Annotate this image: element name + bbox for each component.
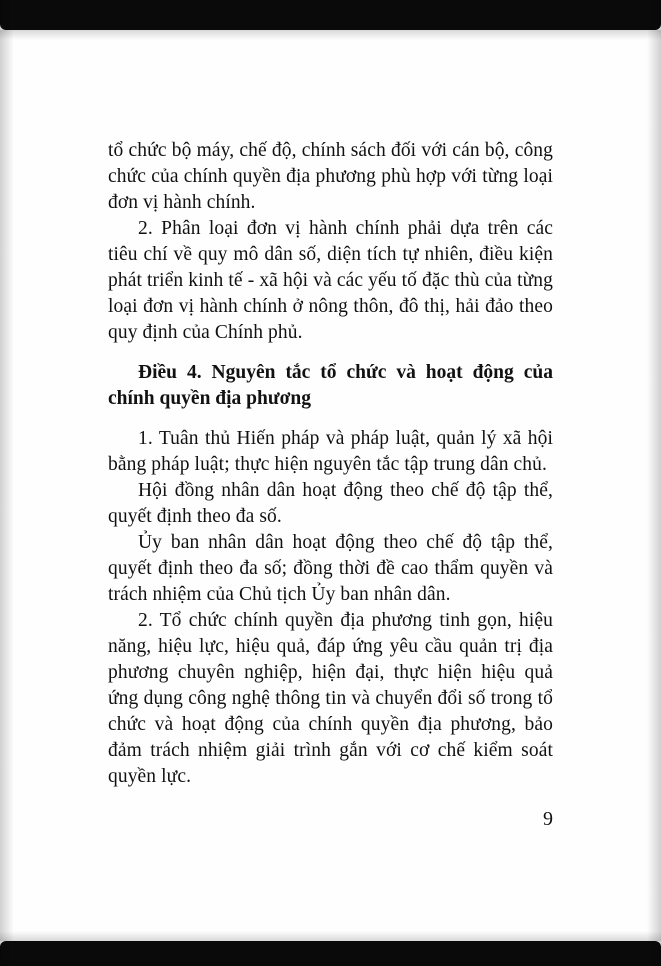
scan-edge-top [0, 0, 661, 30]
page-body-text [108, 30, 553, 832]
body-paragraph-principle-2: 2. Tổ chức chính quyền địa phương tinh gọn, hiệu năng, hiệu lực, hiệu quả, đáp ứng yêu cầu quản trị địa phương chuyên nghiệp, hiện đại, thực hiện hiệu quả ứng dụng công nghệ thông tin và chuyển đổi số trong tổ chức và hoạt động của chính quyền địa phương, bảo đảm trách nhiệm giải trình gắn với cơ chế kiểm soát quyền lực. [108, 610, 553, 787]
scan-edge-bottom [0, 941, 661, 966]
page-edge-shadow-left [0, 0, 14, 966]
body-paragraph-continued: tổ chức bộ máy, chế độ, chính sách đối với cán bộ, công chức của chính quyền địa phương phù hợp với từng loại đơn vị hành chính. [108, 140, 553, 213]
page-edge-shadow-bottom [0, 931, 661, 941]
page-number: 9 [543, 808, 553, 830]
body-paragraph-peoples-council: Hội đồng nhân dân hoạt động theo chế độ tập thể, quyết định theo đa số. [108, 480, 553, 527]
page-edge-shadow-right [647, 0, 661, 966]
body-paragraph-principle-1: 1. Tuân thủ Hiến pháp và pháp luật, quản lý xã hội bằng pháp luật; thực hiện nguyên tắc tập trung dân chủ. [108, 428, 553, 475]
body-paragraph-peoples-committee: Ủy ban nhân dân hoạt động theo chế độ tập thể, quyết định theo đa số; đồng thời đề cao thẩm quyền và trách nhiệm của Chủ tịch Ủy ban nhân dân. [108, 532, 553, 605]
section-heading-dieu-4: Điều 4. Nguyên tắc tổ chức và hoạt động của chính quyền địa phương [108, 362, 553, 409]
body-paragraph-clause-2: 2. Phân loại đơn vị hành chính phải dựa trên các tiêu chí về quy mô dân số, diện tích tự nhiên, điều kiện phát triển kinh tế - xã hội và các yếu tố đặc thù của từng loại đơn vị hành chính ở nông thôn, đô thị, hải đảo theo quy định của Chính phủ. [108, 218, 553, 343]
